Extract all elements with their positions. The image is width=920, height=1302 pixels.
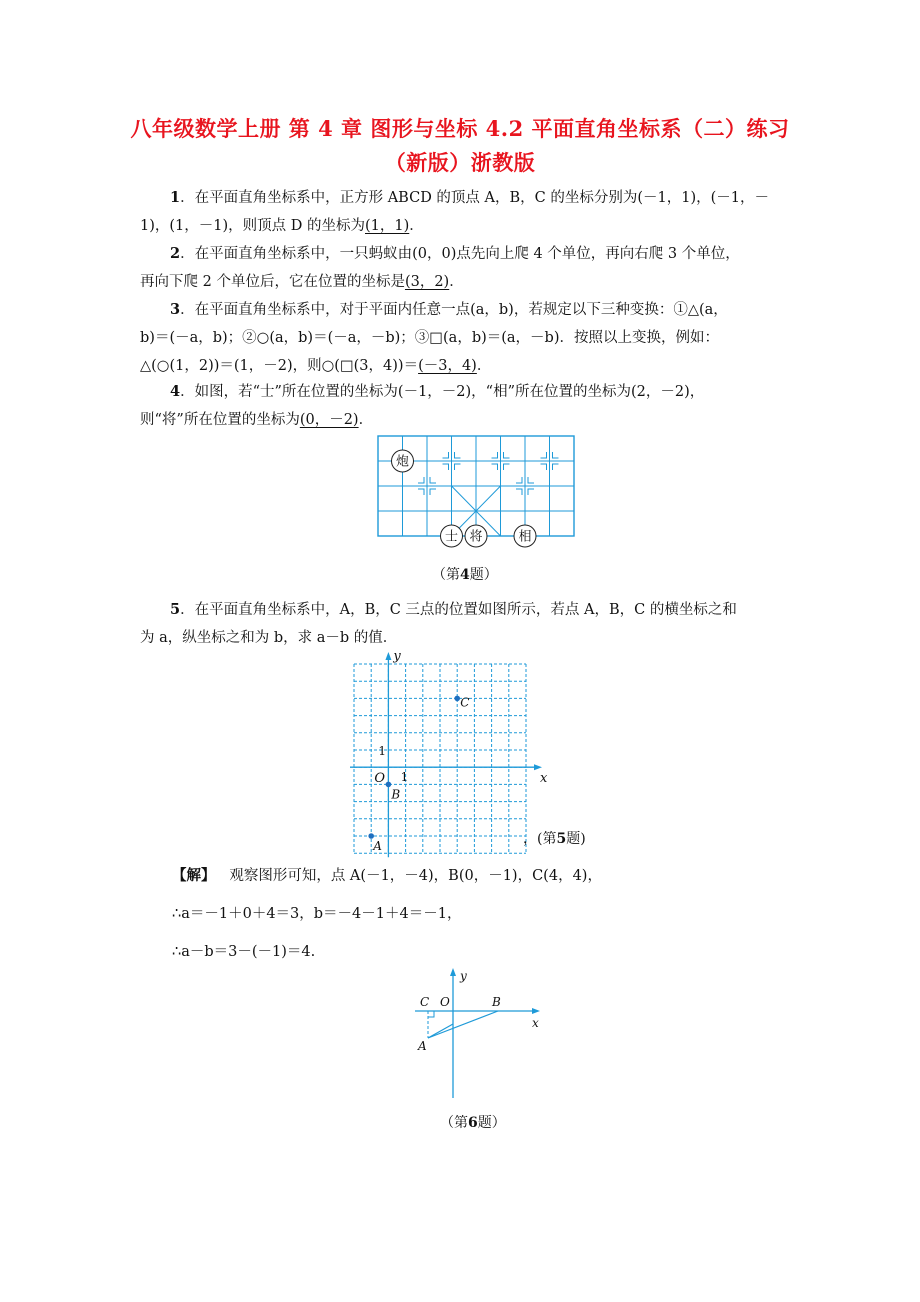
question-text: ．如图，若“士”所在位置的坐标为(－1，－2)，“相”所在位置的坐标为(2，－2)， xyxy=(180,384,705,400)
position-marker xyxy=(528,489,534,495)
question-text: 再向下爬 2 个单位后，它在位置的坐标是 xyxy=(140,274,405,290)
x-unit-label: 1 xyxy=(400,770,409,785)
question-4 xyxy=(140,378,780,434)
question-text: 为 a，纵坐标之和为 b，求 a－b 的值． xyxy=(140,630,398,646)
punctuation: ． xyxy=(358,412,374,428)
position-marker xyxy=(430,489,436,495)
position-marker xyxy=(443,464,449,470)
y-axis-arrow xyxy=(450,968,456,976)
segment-ab xyxy=(428,1011,498,1038)
title-line-2: （新版）浙教版 xyxy=(384,150,536,175)
caption-number: 5 xyxy=(556,831,567,847)
caption-text: ，(第 xyxy=(523,831,557,847)
caption-text: 题) xyxy=(566,831,586,847)
answer: (3，2) xyxy=(404,274,450,290)
position-marker xyxy=(516,477,522,483)
point-B-label: B xyxy=(391,787,401,802)
solution-line-2: ∴a＝－1＋0＋4＝3，b＝－4－1＋4＝－1， xyxy=(172,906,462,922)
origin-label: O xyxy=(374,771,386,787)
position-marker xyxy=(492,464,498,470)
segment-a-axis xyxy=(428,1024,453,1038)
point-C-label: C xyxy=(460,695,470,710)
question-number: 1 xyxy=(170,189,181,206)
question-text: △(○(1，2))＝(1，－2)，则○(□(3，4))＝ xyxy=(140,358,419,374)
chess-board-figure xyxy=(374,432,584,552)
document-title xyxy=(100,112,820,180)
answer: (1，1) xyxy=(365,218,410,234)
solution-line-3: ∴a－b＝3－(－1)＝4. xyxy=(172,944,316,960)
point-C xyxy=(454,696,460,702)
question-5 xyxy=(140,596,780,652)
question-text: 则“将”所在位置的坐标为 xyxy=(140,412,300,428)
figure-4-caption xyxy=(432,564,498,584)
caption-text: 题） xyxy=(469,567,498,583)
question-text: b)＝(－a，b)；②○(a，b)＝(－a，－b)；③□(a，b)＝(a，－b)．按照以上变换，例如： xyxy=(140,330,719,346)
question-2 xyxy=(140,240,780,296)
question-number: 5 xyxy=(170,601,181,618)
question-number: 3 xyxy=(170,301,181,318)
position-marker xyxy=(516,489,522,495)
y-axis-arrow xyxy=(385,652,391,660)
coordinate-grid-figure xyxy=(340,648,548,853)
triangle-axes-figure xyxy=(410,966,550,1101)
position-marker xyxy=(455,464,461,470)
position-marker xyxy=(418,477,424,483)
position-marker xyxy=(553,464,559,470)
position-marker xyxy=(504,452,510,458)
position-marker xyxy=(541,452,547,458)
caption-text: 题） xyxy=(477,1115,506,1131)
x-axis-label: x xyxy=(540,771,548,787)
question-3 xyxy=(140,296,780,380)
answer: (－3，4) xyxy=(418,358,477,374)
question-text: ．在平面直角坐标系中，对于平面内任意一点(a，b)，若规定以下三种变换：①△(a， xyxy=(180,302,728,318)
x-axis-arrow xyxy=(534,764,542,770)
question-number: 4 xyxy=(170,383,181,400)
piece-shi-label: 士 xyxy=(444,529,459,545)
punctuation: ． xyxy=(409,218,424,234)
caption-text: （第 xyxy=(440,1115,468,1131)
right-angle-mark xyxy=(428,1011,434,1017)
piece-pao-label: 炮 xyxy=(395,454,410,470)
position-marker xyxy=(430,477,436,483)
piece-xiang-label: 相 xyxy=(518,529,532,545)
figure-6-caption xyxy=(440,1112,506,1132)
question-text: 1)，(1，－1)，则顶点 D 的坐标为 xyxy=(140,218,365,234)
position-marker xyxy=(455,452,461,458)
punctuation: ． xyxy=(476,358,492,374)
caption-text: （第 xyxy=(432,567,460,583)
position-marker xyxy=(492,452,498,458)
point-C-label: C xyxy=(420,995,430,1009)
caption-number: 6 xyxy=(468,1115,478,1131)
point-B-label: B xyxy=(492,995,501,1009)
x-axis-arrow xyxy=(532,1008,540,1014)
position-marker xyxy=(504,464,510,470)
point-A-label: A xyxy=(373,839,382,853)
question-number: 2 xyxy=(170,245,181,262)
position-marker xyxy=(528,477,534,483)
x-axis-label: x xyxy=(532,1016,539,1030)
solution-tag: 【解】 xyxy=(172,867,216,884)
piece-jiang-label: 将 xyxy=(469,529,483,545)
position-marker xyxy=(541,464,547,470)
punctuation: ． xyxy=(449,274,464,290)
question-text: ．在平面直角坐标系中，A，B，C 三点的位置如图所示，若点 A，B，C 的横坐标之和 xyxy=(180,602,737,618)
y-axis-label: y xyxy=(393,649,401,664)
origin-label: O xyxy=(440,995,450,1009)
y-unit-label: 1 xyxy=(378,744,387,758)
position-marker xyxy=(443,452,449,458)
solution-line-1 xyxy=(172,862,602,890)
position-marker xyxy=(418,489,424,495)
solution-text: 观察图形可知，点 A(－1，－4)，B(0，－1)，C(4，4)， xyxy=(229,868,602,884)
caption-number: 4 xyxy=(460,567,470,583)
point-B xyxy=(386,782,392,788)
question-text: ．在平面直角坐标系中，一只蚂蚁由(0，0)点先向上爬 4 个单位，再向右爬 3 个单位， xyxy=(180,246,740,262)
y-axis-label: y xyxy=(460,969,467,983)
figure-5-caption xyxy=(523,828,586,848)
title-line-1: 八年级数学上册 第 4 章 图形与坐标 4.2 平面直角坐标系（二）练习 xyxy=(130,116,790,141)
point-A-label: A xyxy=(418,1039,427,1053)
answer: (0，－2) xyxy=(299,412,359,428)
point-A xyxy=(368,833,374,839)
question-1 xyxy=(140,184,780,240)
question-text: ．在平面直角坐标系中，正方形 ABCD 的顶点 A，B，C 的坐标分别为(－1，1)，(－1，－ xyxy=(180,190,770,206)
position-marker xyxy=(553,452,559,458)
